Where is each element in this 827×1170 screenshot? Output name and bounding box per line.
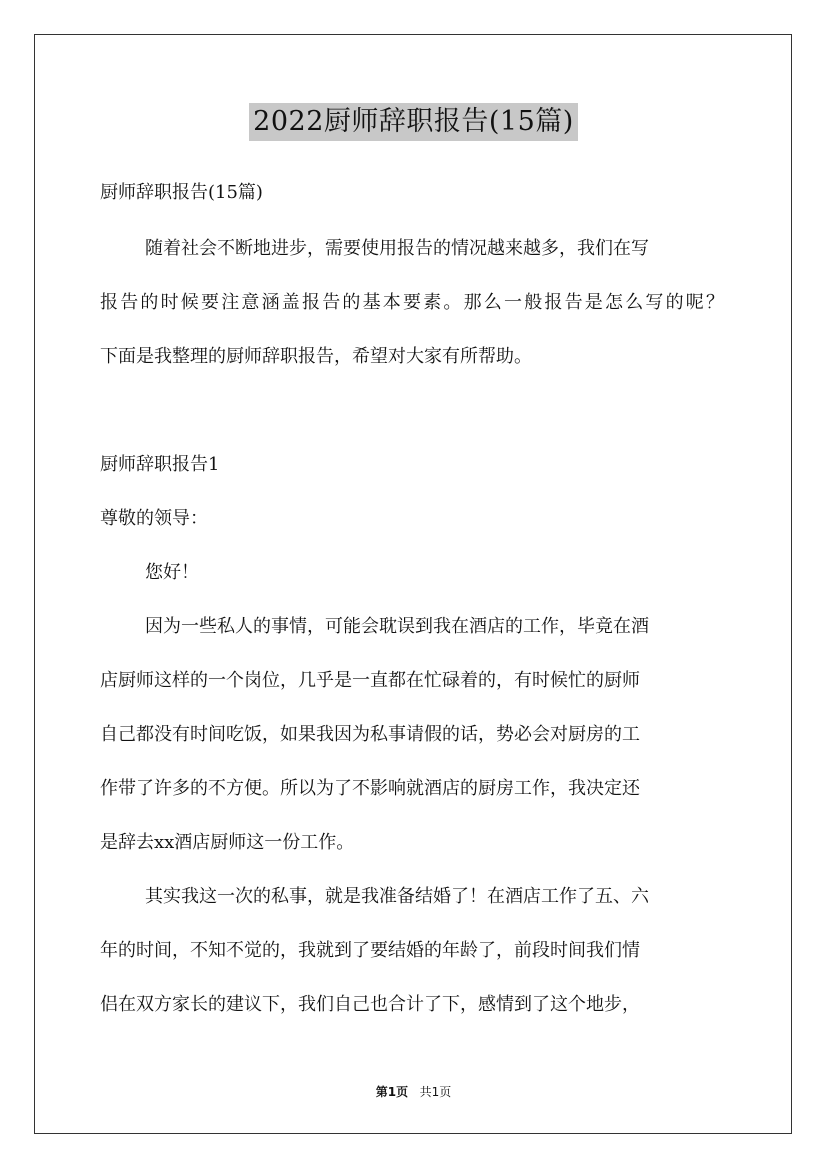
paragraph2-line-1: 其实我这一次的私事，就是我准备结婚了！在酒店工作了五、六 xyxy=(145,886,649,907)
paragraph1-line-4: 作带了许多的不方便。所以为了不影响就酒店的厨房工作，我决定还 xyxy=(100,778,640,799)
page-number: 第1页 xyxy=(375,1085,409,1099)
intro-line-3: 下面是我整理的厨师辞职报告，希望对大家有所帮助。 xyxy=(100,346,532,367)
document-title: 2022厨师辞职报告(15篇) xyxy=(249,103,578,141)
paragraph1-line-3: 自己都没有时间吃饭，如果我因为私事请假的话，势必会对厨房的工 xyxy=(100,724,640,745)
paragraph1-line-2: 店厨师这样的一个岗位，几乎是一直都在忙碌着的，有时候忙的厨师 xyxy=(100,670,640,691)
title-container xyxy=(0,103,827,141)
paragraph2-line-3: 侣在双方家长的建议下，我们自己也合计了下，感情到了这个地步， xyxy=(100,994,640,1015)
section-heading: 厨师辞职报告1 xyxy=(100,454,220,475)
greeting: 您好！ xyxy=(145,562,199,583)
page-footer xyxy=(0,1084,827,1100)
document-subtitle: 厨师辞职报告(15篇) xyxy=(100,182,263,203)
paragraph2-line-2: 年的时间，不知不觉的，我就到了要结婚的年龄了，前段时间我们情 xyxy=(100,940,640,961)
paragraph1-line-5: 是辞去xx酒店厨师这一份工作。 xyxy=(100,832,355,853)
intro-line-2: 报告的时候要注意涵盖报告的基本要素。那么一般报告是怎么写的呢？ xyxy=(100,292,724,313)
page-total: 共1页 xyxy=(419,1085,452,1099)
salutation: 尊敬的领导： xyxy=(100,508,208,529)
paragraph1-line-1: 因为一些私人的事情，可能会耽误到我在酒店的工作，毕竟在酒 xyxy=(145,616,649,637)
intro-line-1: 随着社会不断地进步，需要使用报告的情况越来越多，我们在写 xyxy=(145,238,649,259)
